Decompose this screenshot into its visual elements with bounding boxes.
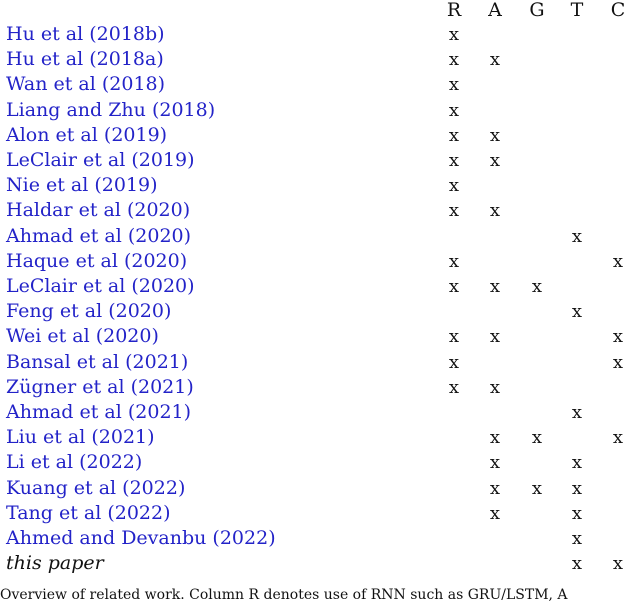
citation-link[interactable]: Liu et al (2021) — [6, 426, 155, 449]
citation-link[interactable]: Hu et al (2018b) — [6, 23, 165, 45]
citation-link[interactable]: Tang et al (2022) — [6, 501, 171, 524]
mark-c: x — [612, 351, 624, 373]
mark-a: x — [489, 502, 501, 524]
table-row — [0, 501, 640, 526]
mark-r: x — [448, 175, 460, 197]
mark-t: x — [571, 528, 583, 549]
citation-link[interactable]: Wan et al (2018) — [6, 73, 166, 96]
column-header-t: T — [570, 0, 584, 21]
mark-a: x — [489, 150, 501, 171]
column-header-a: A — [488, 0, 502, 21]
column-header-r: R — [446, 0, 462, 21]
table-row — [0, 375, 640, 400]
table-row — [0, 22, 640, 47]
mark-r: x — [448, 200, 460, 222]
citation-link[interactable]: Hu et al (2018a) — [6, 48, 164, 71]
mark-r: x — [448, 276, 460, 297]
mark-r: x — [448, 150, 460, 171]
mark-t: x — [571, 452, 583, 474]
mark-a: x — [489, 200, 501, 222]
column-header-g: G — [529, 0, 545, 21]
citation-link[interactable]: LeClair et al (2019) — [6, 149, 195, 171]
citation-link[interactable]: Zügner et al (2021) — [6, 375, 194, 398]
mark-c: x — [612, 326, 624, 348]
citation-link[interactable]: Wei et al (2020) — [6, 325, 159, 348]
table-row — [0, 299, 640, 324]
table-row — [0, 476, 640, 501]
mark-c: x — [612, 553, 624, 575]
table-row — [0, 274, 640, 299]
table-row — [0, 425, 640, 450]
mark-r: x — [448, 250, 460, 272]
mark-t: x — [571, 477, 583, 499]
mark-a: x — [489, 276, 501, 297]
mark-r: x — [448, 99, 460, 121]
this-paper-label: this paper — [6, 552, 104, 575]
mark-a: x — [489, 452, 501, 474]
citation-link[interactable]: Li et al (2022) — [6, 451, 143, 474]
table-row — [0, 551, 640, 576]
mark-t: x — [571, 402, 583, 423]
citation-link[interactable]: Ahmad et al (2020) — [6, 224, 192, 247]
mark-r: x — [448, 351, 460, 373]
mark-r: x — [448, 124, 460, 146]
mark-a: x — [489, 477, 501, 499]
table-row — [0, 400, 640, 425]
table-row — [0, 72, 640, 97]
mark-a: x — [489, 49, 501, 71]
mark-t: x — [571, 502, 583, 524]
table-row — [0, 450, 640, 475]
mark-c: x — [612, 427, 624, 449]
citation-link[interactable]: Liang and Zhu (2018) — [6, 98, 216, 121]
table-row — [0, 173, 640, 198]
table-row — [0, 526, 640, 551]
mark-r: x — [448, 24, 460, 45]
citation-link[interactable]: Feng et al (2020) — [6, 300, 172, 323]
table-row — [0, 198, 640, 223]
table-row — [0, 47, 640, 72]
citation-link[interactable]: LeClair et al (2020) — [6, 275, 195, 297]
column-header-c: C — [610, 0, 626, 21]
mark-a: x — [489, 427, 501, 449]
table-row — [0, 123, 640, 148]
citation-link[interactable]: Haque et al (2020) — [6, 249, 188, 272]
citation-link[interactable]: Ahmed and Devanbu (2022) — [6, 527, 276, 549]
table-row — [0, 350, 640, 375]
mark-r: x — [448, 326, 460, 348]
citation-link[interactable]: Nie et al (2019) — [6, 174, 158, 197]
table-caption: Overview of related work. Column R denotes use of RNN such as GRU/LSTM, A — [0, 588, 568, 602]
table-row — [0, 148, 640, 173]
mark-g: x — [531, 427, 543, 449]
citation-link[interactable]: Haldar et al (2020) — [6, 199, 191, 222]
mark-c: x — [612, 250, 624, 272]
mark-a: x — [489, 124, 501, 146]
table-row — [0, 324, 640, 349]
citation-link[interactable]: Bansal et al (2021) — [6, 350, 189, 373]
mark-g: x — [531, 276, 543, 297]
citation-link[interactable]: Ahmad et al (2021) — [6, 401, 192, 423]
citation-link[interactable]: Kuang et al (2022) — [6, 476, 186, 499]
mark-t: x — [571, 301, 583, 323]
citation-link[interactable]: Alon et al (2019) — [6, 123, 168, 146]
mark-t: x — [571, 553, 583, 575]
table-row — [0, 224, 640, 249]
mark-a: x — [489, 376, 501, 398]
mark-r: x — [448, 74, 460, 96]
mark-r: x — [448, 49, 460, 71]
table-row — [0, 249, 640, 274]
mark-g: x — [531, 477, 543, 499]
mark-a: x — [489, 326, 501, 348]
table-row — [0, 98, 640, 123]
mark-r: x — [448, 376, 460, 398]
mark-t: x — [571, 225, 583, 247]
